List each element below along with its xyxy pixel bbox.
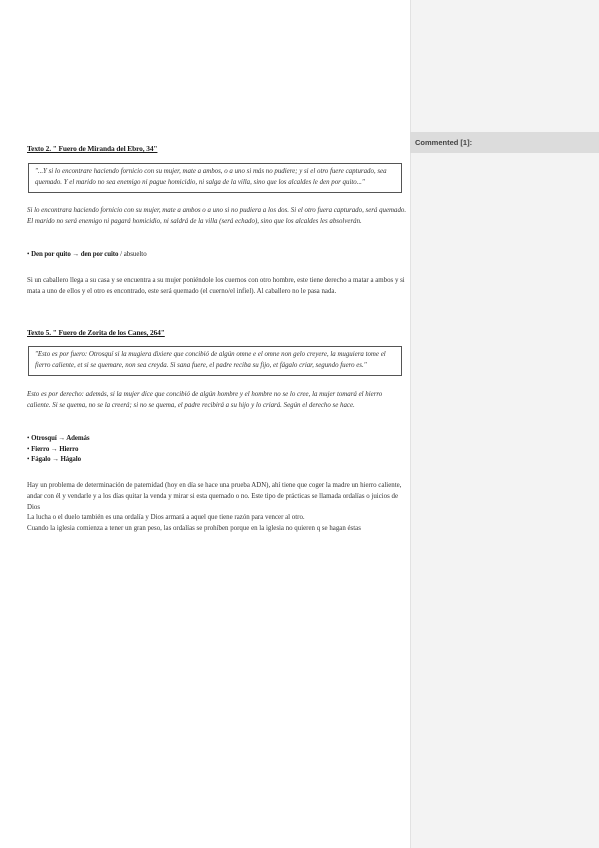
section2-paraphrase: Esto es por derecho: además, si la mujer dice que concibió de algún hombre y el hombre no se lo cree, la mujer tomará el hierro caliente. Si se quema, no se la creerá; si no se quema, el padre recibirá a su hijo y lo criará. Según el derecho se hace. (27, 391, 383, 409)
bullet-text: Otrosquí → Además (31, 435, 90, 442)
explanation-line: Cuando la iglesia comienza a tener un gran peso, las ordalías se prohíben porque en la iglesia no quieren q se hagan éstas (27, 525, 361, 533)
section1-heading: Texto 2. " Fuero de Miranda del Ebro, 34" (27, 144, 158, 153)
bullet-text: Fierro → Hierro (31, 445, 79, 453)
comment-pane (410, 0, 599, 848)
bullet-rest-text: / absuelto (118, 251, 147, 258)
section2-bullet: • Otrosquí → Además (27, 435, 90, 442)
section1-bullet-list (27, 250, 147, 261)
section2-quote: "Esto es por fuero: Otrosquí si la mugiera dixiere que concibió de algún omne e el omne non gelo creyere, la muguiera tome el fierro caliente, et si se quemare, non sea creyda. Si sana fuere, el padre reciba su fijo, et fágalo criar, segundo fuero es." (35, 351, 386, 369)
section2-quote-box (28, 346, 402, 376)
section1-quote: "...Y si lo encontrare haciendo fornicio con su mujer, mate a ambos, o a uno si más no pudiere; y si el otro fuere capturado, sea quemado. Y el marido no sea enemigo ni pague homicidio, ni salga de la villa, sino que los alcaldes le den por quito..." (35, 168, 387, 186)
section1-paraphrase: Si lo encontrara haciendo fornicio con su mujer, mate a ambos o a uno si no pudiera a los dos. Si el otro fuera capturado, será quemado. El marido no será enemigo ni pagará homicidio, ni saldrá de la villa (será echado), sino que los alcaldes les absolverán. (27, 207, 407, 225)
section2-bullet: • Fágalo → Hágalo (27, 456, 81, 463)
section1-quote-box (28, 163, 402, 193)
section2-explanation (27, 481, 407, 535)
section2-heading: Texto 5. " Fuero de Zorita de los Canes, 264" (27, 328, 165, 337)
section2-bullet: • Fierro → Hierro (27, 445, 79, 453)
bullet-text: Fágalo → Hágalo (31, 456, 81, 463)
section2-bullet-list (27, 434, 89, 466)
bullet-bold-text: Den por quito → den por cuito (31, 251, 119, 258)
explanation-line: Hay un problema de determinación de paternidad (hoy en día se hace una prueba ADN), ahí tiene que coger la madre un hierro caliente, andar con él y vendarle y a los días quitar la venda y mirar si esta quemado o no. Este tipo de prácticas se llamada ordalías o juicios de Dios (27, 482, 402, 511)
comment-label[interactable]: Commented [1]: (410, 132, 599, 153)
section1-bullet: • Den por quito → den por cuito / absuelto (27, 251, 147, 258)
section1-explanation: Si un caballero llega a su casa y se encuentra a su mujer poniéndole los cuernos con otro hombre, este tiene derecho a matar a ambos y si mata a uno de ellos y el otro es encontrado, este será quemado (el cuerno/el infiel). Al caballero no le pasa nada. (27, 277, 405, 295)
explanation-line: La lucha o el duelo también es una ordalía y Dios armará a aquel que tiene razón para vencer al otro. (27, 514, 305, 522)
